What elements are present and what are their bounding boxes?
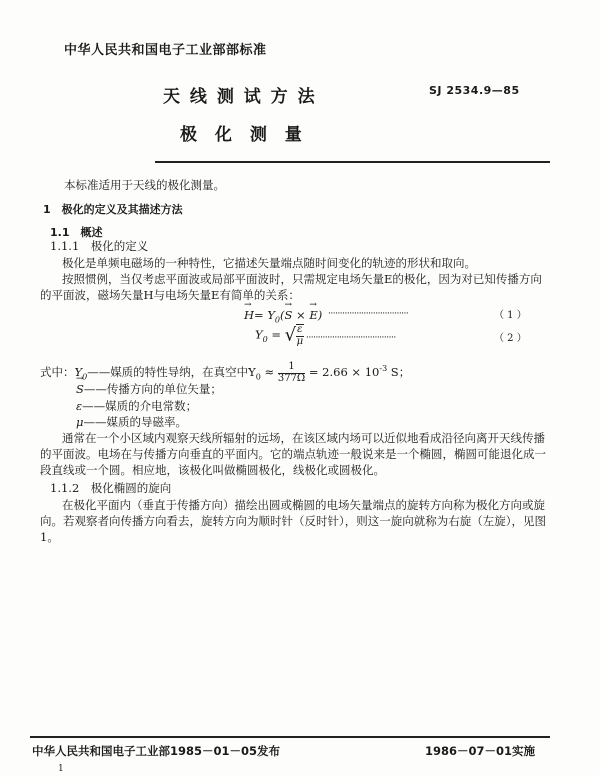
document-subtitle: 极 化 测 量 bbox=[180, 125, 308, 145]
eq2-number: （ 2 ） bbox=[494, 333, 527, 344]
document-title: 天 线 测 试 方 法 bbox=[163, 87, 317, 107]
equation-1 bbox=[244, 310, 322, 324]
where-s-symbol: → S bbox=[76, 384, 84, 396]
where-mu-symbol: μ bbox=[76, 415, 84, 429]
standard-number: SJ 2534.9—85 bbox=[429, 84, 520, 97]
where-y0-line bbox=[40, 362, 410, 384]
eq1-s: → S bbox=[285, 310, 293, 322]
eq1-rhs-prefix: = Y bbox=[254, 308, 275, 322]
issuing-organization: 中华人民共和国电子工业部部标准 bbox=[64, 43, 267, 58]
paragraph: 通常在一个小区域内观察天线所辐射的远场，在该区域内场可以近似地看成沿径向离开天线传播 bbox=[62, 431, 545, 445]
sqrt-symbol bbox=[285, 324, 304, 347]
subsubsection-heading: 1.1.1 极化的定义 bbox=[50, 239, 149, 253]
eq2-equals: = bbox=[267, 327, 285, 342]
footer-divider bbox=[30, 736, 550, 738]
subsection-heading: 1.1 概述 bbox=[50, 226, 103, 239]
fraction-numerator: 1 bbox=[278, 362, 305, 374]
paragraph: 1。 bbox=[40, 530, 59, 544]
eq2-denominator: μ bbox=[296, 335, 304, 347]
eq2-numerator: ε bbox=[297, 324, 303, 335]
where-mu-desc: ——媒质的导磁率。 bbox=[83, 415, 187, 429]
where-y0-value: = 2.66 × 10 bbox=[305, 365, 380, 379]
header-divider bbox=[155, 161, 550, 163]
paragraph: 按照惯例，当仅考虑平面波或局部平面波时，只需规定电场矢量E的极化，因为对已知传播方向 bbox=[62, 272, 542, 286]
page-number: 1 bbox=[58, 764, 64, 774]
effective-date: 1986－07－01实施 bbox=[425, 744, 536, 758]
paragraph: 极化是单频电磁场的一种特性，它描述矢量端点随时间变化的轨迹的形状和取向。 bbox=[62, 256, 476, 270]
where-y0-symbol: Y bbox=[74, 365, 83, 379]
where-s-line bbox=[76, 384, 222, 396]
where-y0-unit: S； bbox=[387, 365, 411, 379]
paragraph: 向。若观察者向传播方向看去，旋转方向为顺时针（反时针），则这一旋向就称为右旋（左旋），见图 bbox=[40, 514, 546, 528]
equation-2 bbox=[255, 324, 304, 347]
eq1-leader-dots: ·································· bbox=[328, 309, 409, 319]
where-mu-line bbox=[76, 417, 187, 429]
fraction-denominator: 377Ω bbox=[277, 372, 306, 384]
paragraph: 的平面波，磁场矢量H与电场矢量E有简单的关系： bbox=[40, 288, 300, 302]
eq2-lhs: Y bbox=[255, 327, 263, 342]
where-eps-desc: ——媒质的介电常数； bbox=[82, 399, 198, 413]
where-y0-exponent: -3 bbox=[379, 364, 388, 374]
where-y0-approx: ≈ bbox=[260, 365, 278, 379]
section-heading: 1 极化的定义及其描述方法 bbox=[43, 203, 183, 216]
where-eps-line bbox=[76, 401, 197, 413]
radical-sign: √ bbox=[284, 324, 297, 346]
eq1-times: × bbox=[292, 308, 310, 322]
eq2-lhs-sub: 0 bbox=[262, 334, 268, 344]
where-y0-sub: 0 bbox=[82, 372, 88, 382]
eq2-leader-dots: ······································ bbox=[306, 333, 396, 343]
where-y0-fraction bbox=[278, 362, 305, 384]
eq1-close: ) bbox=[317, 308, 323, 322]
issue-date: 中华人民共和国电子工业部1985－01－05发布 bbox=[32, 744, 281, 758]
paragraph: 在极化平面内（垂直于传播方向）描绘出圆或椭圆的电场矢量端点的旋转方向称为极化方向或旋 bbox=[62, 498, 545, 512]
eq1-open: ( bbox=[280, 308, 285, 322]
eq1-e: → E bbox=[309, 310, 317, 322]
subsubsection-heading: 1.1.2 极化椭圆的旋向 bbox=[50, 481, 172, 495]
where-s-desc: ——传播方向的单位矢量； bbox=[83, 382, 222, 396]
scope-statement: 本标准适用于天线的极化测量。 bbox=[64, 178, 225, 192]
eq1-number: （ 1 ） bbox=[494, 310, 527, 321]
where-eps-symbol: ε bbox=[76, 399, 83, 413]
where-prefix: 式中： bbox=[40, 365, 75, 379]
eq1-lhs: → H bbox=[244, 310, 254, 322]
paragraph: 段直线或一个圆。相应地，该极化叫做椭圆极化，线极化或圆极化。 bbox=[40, 463, 385, 477]
where-y0-desc: ——媒质的特性导纳，在真空中Y bbox=[87, 365, 256, 379]
eq1-rhs-sub: 0 bbox=[274, 315, 281, 325]
where-y0-desc-sub: 0 bbox=[255, 372, 261, 382]
paragraph: 的平面波。电场在与传播方向垂直的平面内。它的端点轨迹一般说来是一个椭圆，椭圆可能退化成一 bbox=[40, 447, 546, 461]
